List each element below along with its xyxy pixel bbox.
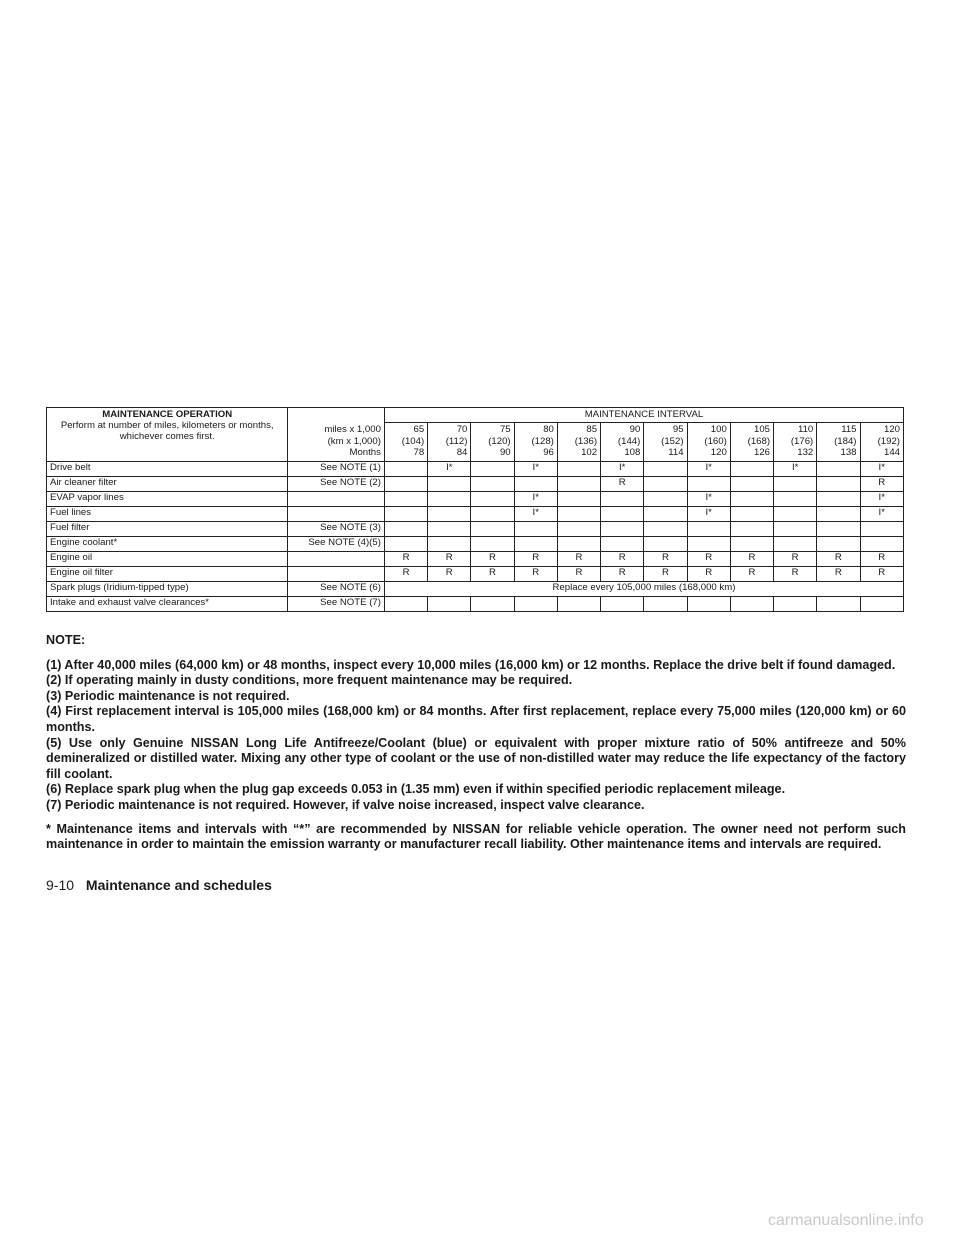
- interval-miles: 70: [456, 424, 468, 435]
- interval-cell: [730, 461, 773, 476]
- interval-cell: R: [644, 566, 687, 581]
- star-note: * Maintenance items and intervals with “*” are recommended by NISSAN for reliable vehicle operation. The owner need not perform such maintenance in order to maintain the emission warranty or manufacturer recall liability. Other maintenance items and intervals are required.: [46, 821, 906, 852]
- row-item-name: Intake and exhaust valve clearances*: [47, 596, 288, 611]
- row-item-name: EVAP vapor lines: [47, 491, 288, 506]
- row-item-name: Fuel filter: [47, 521, 288, 536]
- row-note-ref: See NOTE (3): [288, 521, 385, 536]
- row-item-name: Engine oil filter: [47, 566, 288, 581]
- interval-cell: [817, 491, 860, 506]
- interval-column-header: [384, 423, 427, 462]
- interval-months: 108: [624, 447, 641, 458]
- interval-cell: I*: [687, 506, 730, 521]
- interval-miles: 120: [883, 424, 900, 435]
- maintenance-table: [46, 407, 904, 612]
- interval-cell: [471, 596, 514, 611]
- interval-cell: [557, 491, 600, 506]
- table-row: [47, 596, 904, 611]
- interval-miles: 100: [710, 424, 727, 435]
- interval-months: 114: [668, 447, 684, 458]
- interval-cell: [601, 596, 644, 611]
- interval-cell: [557, 536, 600, 551]
- interval-cell: [384, 521, 427, 536]
- notes-section: [46, 633, 906, 853]
- interval-cell: [384, 476, 427, 491]
- row-note-ref: [288, 551, 385, 566]
- interval-cell: R: [817, 566, 860, 581]
- row-item-name: Spark plugs (Iridium-tipped type): [47, 581, 288, 596]
- interval-cell: [860, 521, 904, 536]
- interval-cell: [384, 596, 427, 611]
- interval-column-header: [428, 423, 471, 462]
- interval-km: (104): [401, 435, 425, 447]
- interval-cell: I*: [514, 491, 557, 506]
- note-item: (5) Use only Genuine NISSAN Long Life Antifreeze/Coolant (blue) or equivalent with proper mixture ratio of 50% antifreeze and 50% demineralized or distilled water. Mixing any other type of coolant or the use of non-distilled water may reduce the life expectancy of the factory fill coolant.: [46, 735, 906, 781]
- operation-subtitle: Perform at number of miles, kilometers or months, whichever comes first.: [60, 420, 274, 442]
- interval-miles: 90: [629, 424, 641, 435]
- interval-cell: [601, 521, 644, 536]
- interval-cell: [384, 491, 427, 506]
- notes-list: [46, 658, 906, 814]
- interval-cell: [644, 491, 687, 506]
- interval-months: 120: [710, 447, 727, 458]
- interval-cell: [730, 476, 773, 491]
- interval-months: 78: [413, 447, 425, 458]
- row-note-ref: [288, 491, 385, 506]
- operation-title: MAINTENANCE OPERATION: [102, 409, 233, 420]
- unit-km: (km x 1,000): [327, 435, 381, 447]
- interval-cell: I*: [860, 491, 904, 506]
- maintenance-table-container: [46, 407, 904, 612]
- unit-header: [288, 408, 385, 462]
- interval-cell: [644, 536, 687, 551]
- row-item-name: Engine oil: [47, 551, 288, 566]
- interval-cell: [471, 476, 514, 491]
- interval-cell: [471, 536, 514, 551]
- unit-months: Months: [349, 447, 381, 458]
- row-note-ref: See NOTE (4)(5): [288, 536, 385, 551]
- interval-cell: [471, 461, 514, 476]
- table-row: [47, 536, 904, 551]
- interval-cell: [557, 596, 600, 611]
- interval-cell: R: [557, 551, 600, 566]
- watermark: carmanualsonline.info: [768, 1212, 924, 1229]
- interval-cell: [817, 596, 860, 611]
- interval-months: 132: [797, 447, 814, 458]
- interval-cell: [687, 596, 730, 611]
- row-note-ref: [288, 566, 385, 581]
- interval-months: 126: [754, 447, 771, 458]
- interval-cell: R: [384, 551, 427, 566]
- interval-column-header: [860, 423, 904, 462]
- table-body: [47, 461, 904, 611]
- interval-cell: [557, 506, 600, 521]
- note-item: (2) If operating mainly in dusty conditions, more frequent maintenance may be required.: [46, 673, 573, 688]
- section-title: Maintenance and schedules: [85, 877, 272, 893]
- interval-cell: [471, 521, 514, 536]
- interval-cell: [774, 491, 817, 506]
- interval-cell: [384, 506, 427, 521]
- interval-cell: R: [601, 476, 644, 491]
- interval-km: (128): [531, 435, 554, 447]
- interval-km: (192): [877, 435, 900, 447]
- interval-cell: [730, 491, 773, 506]
- interval-km: (160): [704, 435, 727, 447]
- interval-cell: [384, 536, 427, 551]
- interval-cell: [644, 521, 687, 536]
- interval-cell: R: [384, 566, 427, 581]
- interval-cell: I*: [601, 461, 644, 476]
- row-item-name: Fuel lines: [47, 506, 288, 521]
- interval-cell: [730, 521, 773, 536]
- table-row: [47, 551, 904, 566]
- operation-header: [47, 408, 288, 462]
- interval-miles: 75: [499, 424, 511, 435]
- interval-cell: R: [428, 566, 471, 581]
- interval-km: (120): [488, 435, 511, 447]
- interval-cell: [687, 476, 730, 491]
- interval-miles: 85: [586, 424, 598, 435]
- interval-cell: [514, 596, 557, 611]
- interval-cell: R: [514, 551, 557, 566]
- interval-cell: [644, 476, 687, 491]
- interval-cell: [817, 506, 860, 521]
- interval-cell: [860, 536, 904, 551]
- interval-cell: [644, 461, 687, 476]
- interval-cell: I*: [774, 461, 817, 476]
- interval-cell: R: [471, 551, 514, 566]
- interval-cell: R: [514, 566, 557, 581]
- interval-months: 102: [581, 447, 598, 458]
- interval-cell: I*: [860, 506, 904, 521]
- row-item-name: Air cleaner filter: [47, 476, 288, 491]
- interval-cell: R: [774, 566, 817, 581]
- interval-cell: [471, 506, 514, 521]
- interval-column-header: [687, 423, 730, 462]
- interval-km: (152): [661, 435, 684, 447]
- interval-column-header: [817, 423, 860, 462]
- interval-column-header: [471, 423, 514, 462]
- interval-column-header: [601, 423, 644, 462]
- interval-cell: [817, 461, 860, 476]
- interval-cell: [687, 521, 730, 536]
- interval-cell: I*: [428, 461, 471, 476]
- interval-cell: [774, 596, 817, 611]
- interval-cell: [817, 536, 860, 551]
- interval-cell: [817, 521, 860, 536]
- interval-months: 90: [499, 447, 511, 458]
- interval-cell: [428, 506, 471, 521]
- interval-cell: I*: [687, 461, 730, 476]
- interval-miles: 115: [841, 424, 857, 435]
- interval-cell: [774, 521, 817, 536]
- unit-miles: miles x 1,000: [324, 424, 381, 435]
- interval-cell: [428, 596, 471, 611]
- note-item: (6) Replace spark plug when the plug gap exceeds 0.053 in (1.35 mm) even if within specified periodic replacement mileage.: [46, 782, 786, 797]
- interval-cell: R: [860, 566, 904, 581]
- interval-km: (168): [747, 435, 771, 447]
- interval-header: MAINTENANCE INTERVAL: [384, 408, 903, 423]
- interval-cell: [514, 536, 557, 551]
- interval-cell: R: [817, 551, 860, 566]
- table-row: [47, 476, 904, 491]
- interval-cell: [644, 506, 687, 521]
- page-number: 9-10: [46, 877, 75, 893]
- interval-cell: R: [860, 551, 904, 566]
- interval-cell: [601, 491, 644, 506]
- interval-cell: [730, 596, 773, 611]
- interval-cell: R: [730, 566, 773, 581]
- interval-miles: 95: [672, 424, 684, 435]
- row-note-ref: [288, 506, 385, 521]
- interval-cell: [817, 476, 860, 491]
- interval-cell: [557, 521, 600, 536]
- interval-cell: [428, 521, 471, 536]
- interval-cell: [601, 506, 644, 521]
- interval-km: (136): [574, 435, 598, 447]
- interval-months: 96: [543, 447, 554, 458]
- interval-cell: R: [730, 551, 773, 566]
- interval-cell: [514, 521, 557, 536]
- interval-km: (176): [790, 435, 814, 447]
- row-note-ref: See NOTE (1): [288, 461, 385, 476]
- note-item: (4) First replacement interval is 105,000 miles (168,000 km) or 84 months. After first replacement, replace every 75,000 miles (120,000 km) or 60 months.: [46, 704, 906, 734]
- interval-cell: [774, 476, 817, 491]
- interval-miles: 105: [754, 424, 771, 435]
- table-row: [47, 506, 904, 521]
- interval-cell: R: [687, 551, 730, 566]
- table-row: [47, 491, 904, 506]
- interval-column-header: [730, 423, 773, 462]
- interval-cell: [730, 536, 773, 551]
- interval-column-header: [557, 423, 600, 462]
- note-item: (7) Periodic maintenance is not required. However, if valve noise increased, inspect valve clearance.: [46, 797, 645, 812]
- table-row: [47, 566, 904, 581]
- interval-cell: [860, 596, 904, 611]
- interval-cell: R: [644, 551, 687, 566]
- interval-miles: 110: [797, 424, 814, 435]
- interval-miles: 65: [413, 424, 425, 435]
- interval-cell: R: [601, 551, 644, 566]
- row-note-ref: See NOTE (6): [288, 581, 385, 596]
- row-item-name: Drive belt: [47, 461, 288, 476]
- interval-km: (112): [445, 435, 468, 447]
- interval-cell: R: [687, 566, 730, 581]
- interval-cell: R: [774, 551, 817, 566]
- page-footer: [46, 877, 272, 893]
- interval-cell: [601, 536, 644, 551]
- notes-title: NOTE:: [46, 633, 86, 647]
- interval-cell: [687, 536, 730, 551]
- interval-cell: [557, 476, 600, 491]
- interval-cell: [428, 536, 471, 551]
- interval-cell: [471, 491, 514, 506]
- interval-cell: I*: [514, 506, 557, 521]
- interval-cell: [428, 491, 471, 506]
- interval-cell: [384, 461, 427, 476]
- interval-km: (144): [617, 435, 641, 447]
- table-row: [47, 461, 904, 476]
- interval-months: 84: [456, 447, 468, 458]
- note-item: (1) After 40,000 miles (64,000 km) or 48 months, inspect every 10,000 miles (16,000 km) or 12 months. Replace the drive belt if found damaged.: [46, 657, 896, 672]
- note-item: (3) Periodic maintenance is not required.: [46, 688, 290, 703]
- interval-cell: [644, 596, 687, 611]
- row-note-ref: See NOTE (7): [288, 596, 385, 611]
- interval-cell: [514, 476, 557, 491]
- interval-months: 144: [883, 447, 900, 458]
- interval-cell: I*: [687, 491, 730, 506]
- interval-km: (184): [834, 435, 857, 447]
- interval-cell: [557, 461, 600, 476]
- interval-months: 138: [840, 447, 857, 458]
- interval-cell: [774, 506, 817, 521]
- table-row: [47, 581, 904, 596]
- interval-cell: [428, 476, 471, 491]
- interval-cell: R: [557, 566, 600, 581]
- interval-column-header: [774, 423, 817, 462]
- interval-cell: R: [428, 551, 471, 566]
- row-span-text: Replace every 105,000 miles (168,000 km): [384, 581, 903, 596]
- interval-miles: 80: [543, 424, 554, 435]
- interval-cell: I*: [860, 461, 904, 476]
- row-item-name: Engine coolant*: [47, 536, 288, 551]
- interval-cell: [730, 506, 773, 521]
- table-row: [47, 521, 904, 536]
- interval-column-header: [644, 423, 687, 462]
- interval-cell: [774, 536, 817, 551]
- interval-column-header: [514, 423, 557, 462]
- interval-cell: I*: [514, 461, 557, 476]
- interval-cell: R: [471, 566, 514, 581]
- row-note-ref: See NOTE (2): [288, 476, 385, 491]
- interval-cell: R: [860, 476, 904, 491]
- interval-cell: R: [601, 566, 644, 581]
